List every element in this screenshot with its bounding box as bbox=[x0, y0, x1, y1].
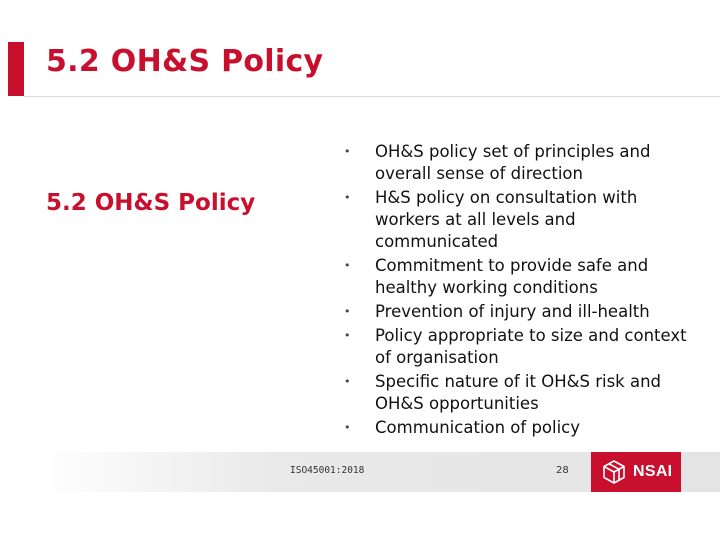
logo-wordmark: NSAI bbox=[633, 463, 673, 480]
nsai-logo-icon bbox=[601, 459, 627, 485]
section-heading: 5.2 OH&S Policy bbox=[46, 190, 256, 216]
page-title: 5.2 OH&S Policy bbox=[46, 44, 324, 79]
bullet-dot-icon: • bbox=[344, 375, 351, 388]
title-accent-bar bbox=[8, 42, 24, 96]
bullet-text: OH&S policy set of principles and overall sense of direction bbox=[375, 142, 651, 183]
list-item bbox=[340, 141, 700, 185]
bullet-text: Communication of policy bbox=[375, 418, 581, 437]
title-divider bbox=[24, 96, 720, 97]
bullet-dot-icon: • bbox=[344, 259, 351, 272]
nsai-logo bbox=[591, 452, 681, 492]
list-item bbox=[340, 187, 700, 253]
policy-bullet-list bbox=[340, 141, 700, 441]
bullet-dot-icon: • bbox=[344, 305, 351, 318]
list-item bbox=[340, 417, 700, 439]
list-item bbox=[340, 371, 700, 415]
list-item bbox=[340, 301, 700, 323]
bullet-dot-icon: • bbox=[344, 421, 351, 434]
page-number: 28 bbox=[556, 465, 569, 476]
bullet-text: H&S policy on consultation with workers at all levels and communicated bbox=[375, 188, 638, 251]
bullet-text: Specific nature of it OH&S risk and OH&S opportunities bbox=[375, 372, 662, 413]
bullet-dot-icon: • bbox=[344, 329, 351, 342]
bullet-dot-icon: • bbox=[344, 145, 351, 158]
list-item bbox=[340, 325, 700, 369]
bullet-text: Prevention of injury and ill-health bbox=[375, 302, 650, 321]
bullet-text: Commitment to provide safe and healthy working conditions bbox=[375, 256, 649, 297]
list-item bbox=[340, 255, 700, 299]
bullet-text: Policy appropriate to size and context of organisation bbox=[375, 326, 687, 367]
bullet-dot-icon: • bbox=[344, 191, 351, 204]
footer-standard-reference: ISO45001:2018 bbox=[290, 465, 365, 476]
